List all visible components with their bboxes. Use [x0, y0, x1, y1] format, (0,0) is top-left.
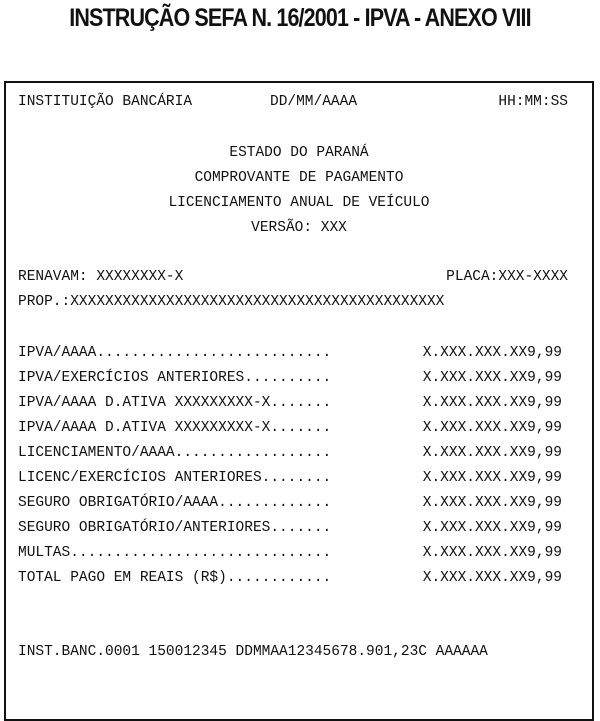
amount-label: SEGURO OBRIGATÓRIO/AAAA............. [18, 495, 332, 511]
version-heading: VERSÃO: XXX [251, 220, 347, 236]
amount-label: MULTAS.............................. [18, 545, 332, 561]
state-heading: ESTADO DO PARANÁ [229, 145, 369, 161]
amount-row-total [18, 569, 578, 587]
amount-label: SEGURO OBRIGATÓRIO/ANTERIORES....... [18, 520, 332, 536]
amount-row-insurance [18, 494, 578, 512]
amount-label: IPVA/AAAA........................... [18, 345, 332, 361]
amount-value: X.XXX.XXX.XX9,99 [422, 495, 562, 511]
amount-value: X.XXX.XXX.XX9,99 [422, 370, 562, 386]
amount-value: X.XXX.XXX.XX9,99 [422, 420, 562, 436]
amount-label: LICENC/EXERCÍCIOS ANTERIORES........ [18, 470, 332, 486]
bank-authentication-line: INST.BANC.0001 150012345 DDMMAA12345678.901,23C AAAAAA [18, 644, 488, 660]
placa-field: PLACA:XXX-XXXX [446, 269, 568, 285]
amount-value: X.XXX.XXX.XX9,99 [422, 570, 562, 586]
receipt-subject-heading: LICENCIAMENTO ANUAL DE VEÍCULO [168, 195, 430, 211]
amount-label: IPVA/EXERCÍCIOS ANTERIORES.......... [18, 370, 332, 386]
amount-value: X.XXX.XXX.XX9,99 [422, 545, 562, 561]
amount-row-licensing [18, 444, 578, 462]
amount-value: X.XXX.XXX.XX9,99 [422, 345, 562, 361]
amount-label: TOTAL PAGO EM REAIS (R$)............ [18, 570, 332, 586]
receipt-type-heading: COMPROVANTE DE PAGAMENTO [194, 170, 404, 186]
renavam-field: RENAVAM: XXXXXXXX-X [18, 269, 184, 285]
amount-row-ipva [18, 344, 578, 362]
amount-value: X.XXX.XXX.XX9,99 [422, 470, 562, 486]
amount-value: X.XXX.XXX.XX9,99 [422, 520, 562, 536]
amount-row-fines [18, 544, 578, 562]
amount-row-ipva-previous [18, 369, 578, 387]
owner-field: PROP.:XXXXXXXXXXXXXXXXXXXXXXXXXXXXXXXXXXXXXXXXXXX [18, 294, 445, 310]
amount-row-licensing-previous [18, 469, 578, 487]
time-placeholder: HH:MM:SS [498, 94, 568, 110]
payment-receipt [4, 81, 594, 721]
institution-label: INSTITUIÇÃO BANCÁRIA [18, 94, 193, 110]
amount-row-insurance-previous [18, 519, 578, 537]
amount-label: LICENCIAMENTO/AAAA.................. [18, 445, 332, 461]
document-title: INSTRUÇÃO SEFA N. 16/2001 - IPVA - ANEXO VIII [69, 4, 531, 32]
amount-value: X.XXX.XXX.XX9,99 [422, 395, 562, 411]
amount-row-ipva-active-debt-2 [18, 419, 578, 437]
date-placeholder: DD/MM/AAAA [270, 94, 358, 110]
amount-value: X.XXX.XXX.XX9,99 [422, 445, 562, 461]
amount-label: IPVA/AAAA D.ATIVA XXXXXXXXX-X....... [18, 395, 332, 411]
amount-row-ipva-active-debt-1 [18, 394, 578, 412]
amount-label: IPVA/AAAA D.ATIVA XXXXXXXXX-X....... [18, 420, 332, 436]
